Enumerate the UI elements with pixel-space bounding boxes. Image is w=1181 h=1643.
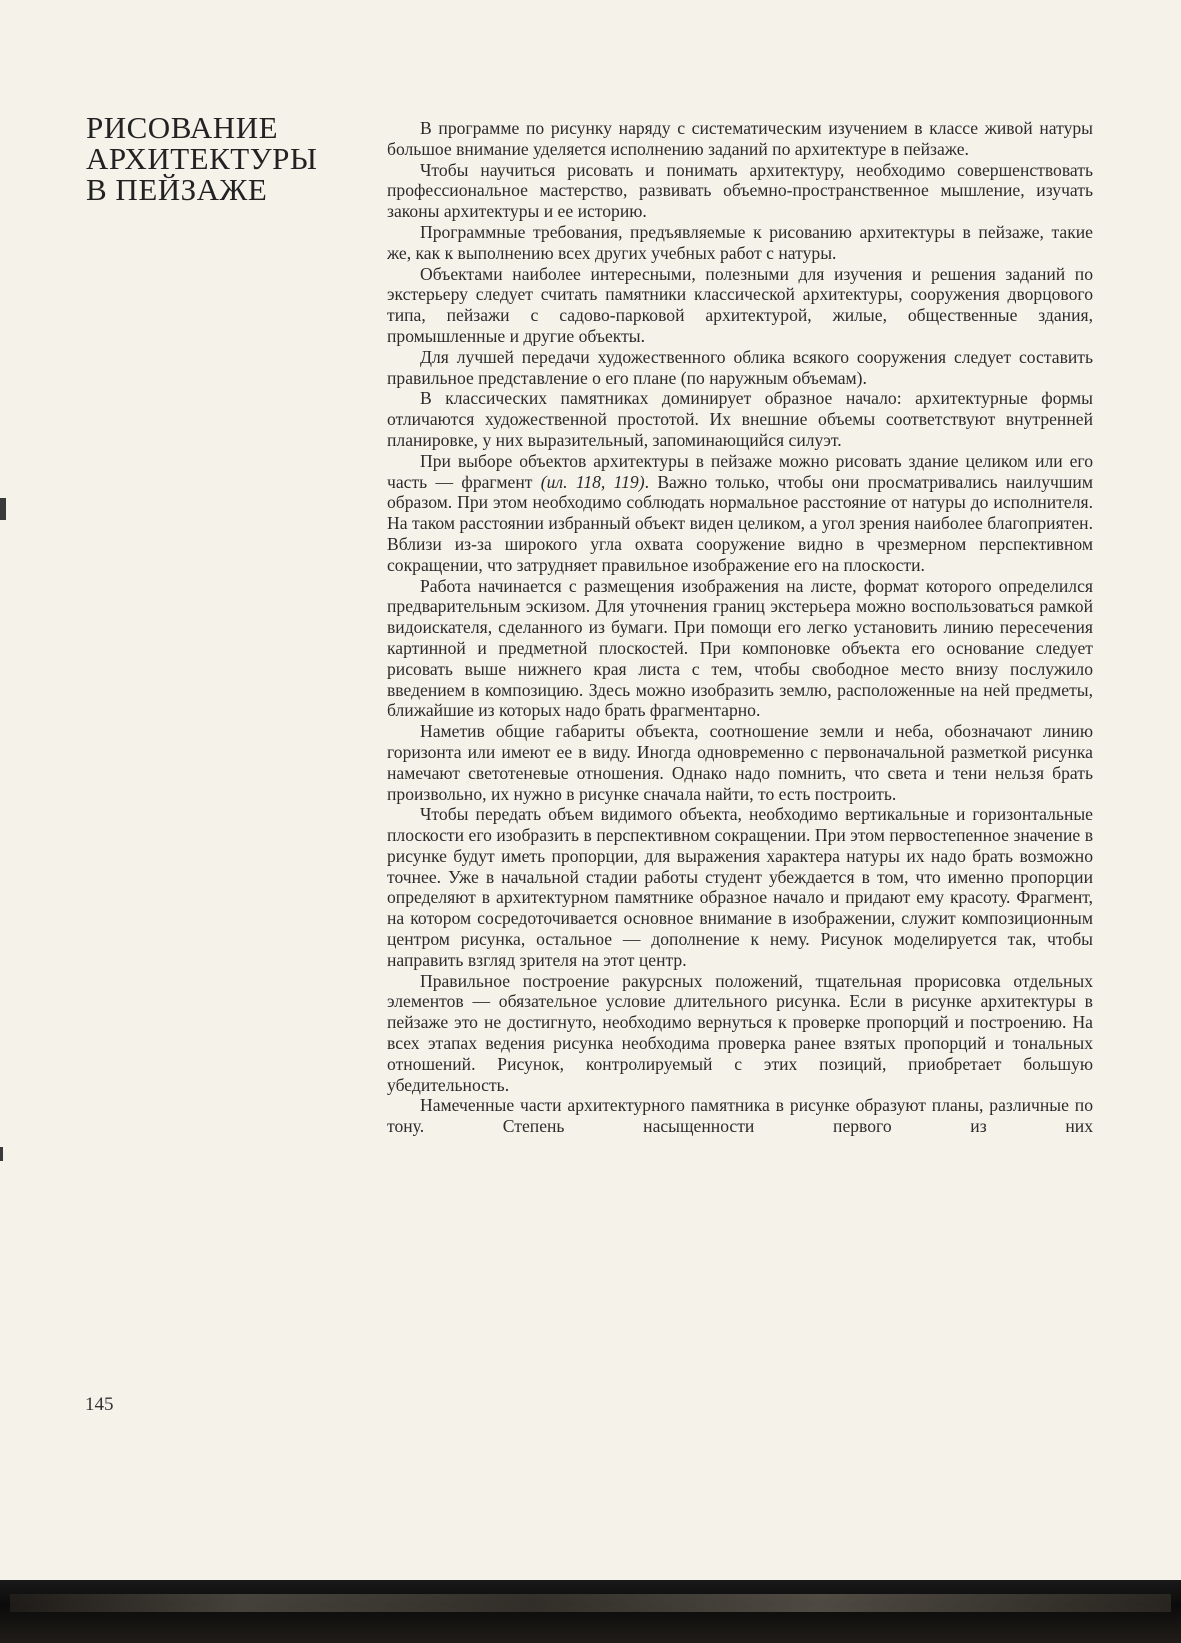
chapter-title (86, 112, 346, 205)
chapter-title-line: АРХИТЕКТУРЫ (86, 141, 318, 176)
page-number: 145 (85, 1394, 114, 1415)
body-text (387, 118, 1093, 1137)
page-edge-mark (0, 1147, 3, 1161)
illustration-reference: (ил. 118, 119) (540, 471, 645, 492)
scan-edge-highlight (10, 1594, 1171, 1612)
paragraph: В программе по рисунку наряду с систематическим изучением в классе живой натуры большое внимание уделяется исполнению заданий по архитектуре в пейзаже. (387, 118, 1093, 159)
paragraph: Намеченные части архитектурного памятника в рисунке образуют планы, различные по тону. Степень насыщенности первого из них (387, 1095, 1093, 1137)
paragraph: Чтобы научиться рисовать и понимать архитектуру, необходимо совершенствовать профессиональное мастерство, развивать объемно-пространственное мышление, изучать законы архитектуры и ее историю. (387, 159, 1093, 222)
chapter-title-line: РИСОВАНИЕ (86, 110, 279, 145)
paragraph: Наметив общие габариты объекта, соотношение земли и неба, обозначают линию горизонта или имеют ее в виду. Иногда одновременно с первоначальной разметкой рисунка намечают светотеневые отношения. Однако надо помнить, что света и тени нельзя брать произвольно, их нужно в рисунке сначала найти, то есть построить. (387, 721, 1093, 804)
paragraph-text: При выборе объектов архитектуры в пейзаже можно рисовать здание целиком или его часть — фрагмент (387, 450, 1093, 492)
paragraph: Программные требования, предъявляемые к рисованию архитектуры в пейзаже, такие же, как к выполнению всех других учебных работ с натуры. (387, 221, 1093, 263)
paragraph-text: . Важно только, чтобы они просматривались наилучшим образом. При этом необходимо соблюдать нормальное расстояние от натуры до исполнителя. На таком расстоянии избранный объект виден целиком, а угол зрения наиболее благоприятен. Вблизи из-за широкого угла охвата сооружение видно в чрезмерном перспективном сокращении, что затрудняет правильное изображение его на плоскости. (387, 471, 1093, 575)
paragraph: В классических памятниках доминирует образное начало: архитектурные формы отличаются художественной простотой. Их внешние объемы соответствуют внутренней планировке, у них выразительный, запоминающийся силуэт. (387, 388, 1093, 450)
paragraph (387, 451, 1093, 576)
paragraph: Для лучшей передачи художественного облика всякого сооружения следует составить правильное представление о его плане (по наружным объемам). (387, 346, 1093, 388)
scan-bottom-edge (0, 1580, 1181, 1643)
page-edge-mark (0, 498, 6, 520)
paragraph: Работа начинается с размещения изображения на листе, формат которого определился предварительным эскизом. Для уточнения границ экстерьера можно воспользоваться рамкой видоискателя, сделанного из бумаги. При помощи его легко установить линию пересечения картинной и предметной плоскостей. При компоновке объекта его основание следует рисовать выше нижнего края листа с тем, чтобы свободное место внизу послужило введением в композицию. Здесь можно изобразить землю, расположенные на ней предметы, ближайшие из которых надо брать фрагментарно. (387, 575, 1093, 721)
chapter-title-line: В ПЕЙЗАЖЕ (86, 172, 268, 207)
paragraph: Чтобы передать объем видимого объекта, необходимо вертикальные и горизонтальные плоскости его изобразить в перспективном сокращении. При этом первостепенное значение в рисунке будут иметь пропорции, для выражения характера натуры их надо брать возможно точнее. Уже в начальной стадии работы студент убеждается в том, что именно пропорции определяют в архитектурном памятнике образное начало и придают ему красоту. Фрагмент, на котором сосредоточивается основное внимание в изображении, служит композиционным центром рисунка, остальное — дополнение к нему. Рисунок моделируется так, чтобы направить взгляд зрителя на этот центр. (387, 804, 1093, 970)
paragraph: Правильное построение ракурсных положений, тщательная прорисовка отдельных элементов — обязательное условие длительного рисунка. Если в рисунке архитектуры в пейзаже это не достигнуто, необходимо вернуться к проверке пропорций и построению. На всех этапах ведения рисунка необходима проверка ранее взятых пропорций и тональных отношений. Рисунок, контролируемый с этих позиций, приобретает большую убедительность. (387, 970, 1093, 1095)
paragraph: Объектами наиболее интересными, полезными для изучения и решения заданий по экстерьеру следует считать памятники классической архитектуры, сооружения дворцового типа, пейзажи с садово-парковой архитектурой, жилые, общественные здания, промышленные и другие объекты. (387, 263, 1093, 346)
